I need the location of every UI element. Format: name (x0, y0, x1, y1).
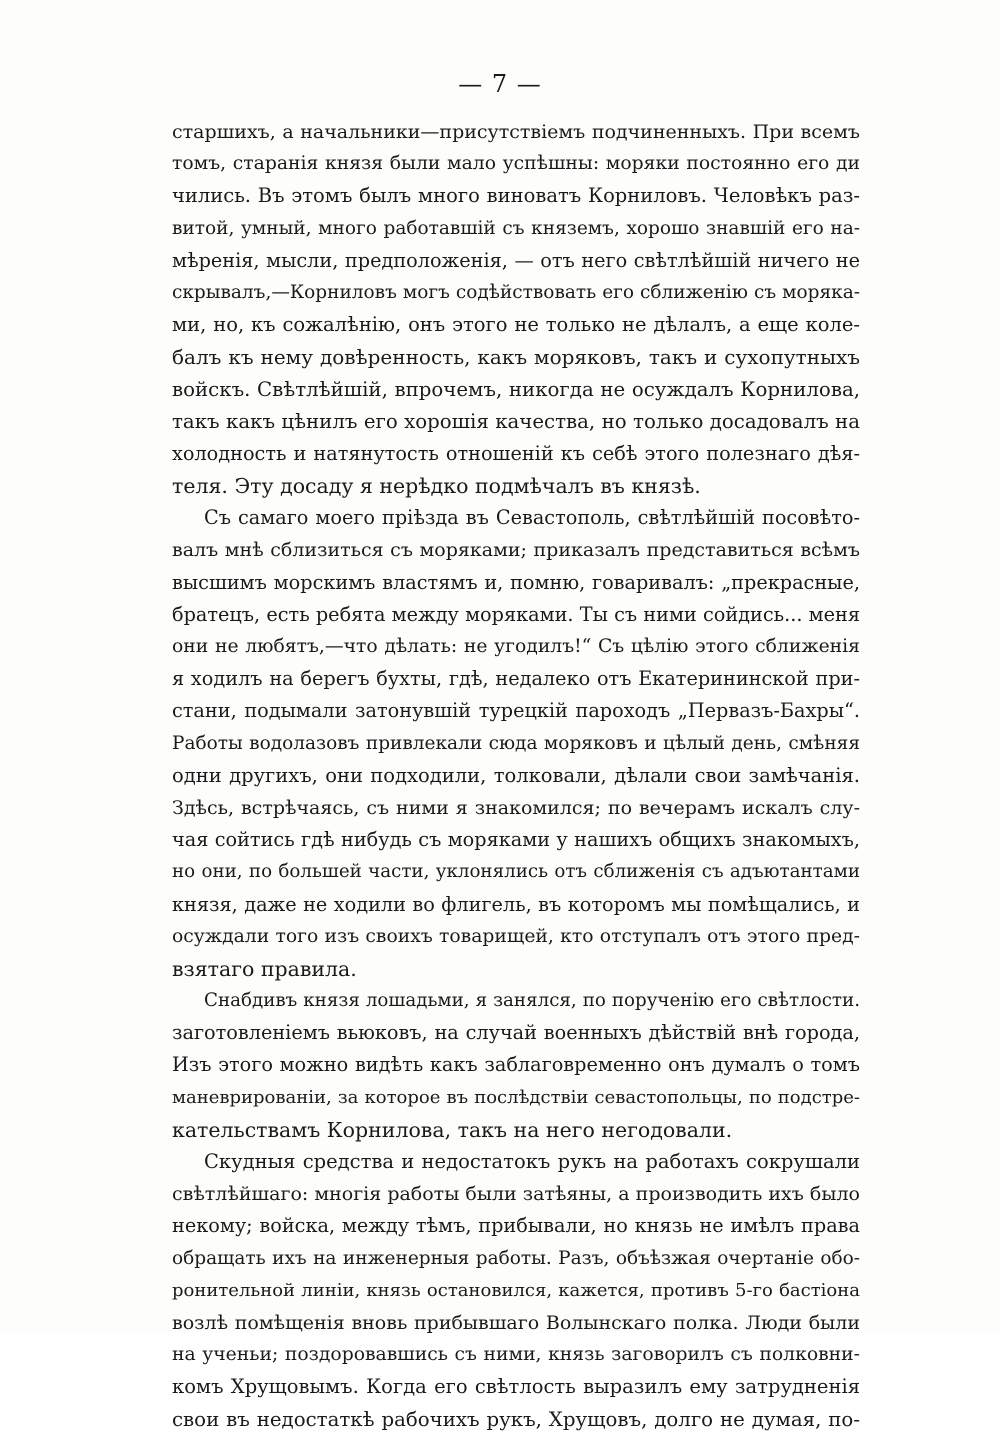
page-number: — 7 — (458, 70, 542, 98)
text-line: валъ мнѣ сблизиться съ моряками; приказалъ представиться всѣмъ (172, 539, 860, 562)
text-line: ми, но, къ сожалѣнiю, онъ этого не только не дѣлалъ, а еще коле- (172, 313, 860, 337)
text-line: свѣтлѣйшаго: многiя работы были затѣяны, а производить ихъ было (172, 1183, 860, 1206)
text-line: я ходилъ на берегъ бухты, гдѣ, недалеко отъ Екатерининской при- (172, 667, 860, 691)
text-line: Изъ этого можно видѣть какъ заблаговременно онъ думалъ о томъ (172, 1053, 860, 1077)
text-line: Работы водолазовъ привлекали сюда моряковъ и цѣлый день, смѣняя (172, 732, 860, 754)
text-line: князя, даже не ходили во флигель, въ которомъ мы помѣщались, и (172, 892, 860, 916)
text-line: осуждали того изъ своихъ товарищей, кто отступалъ отъ этого пред- (172, 925, 860, 947)
text-line: они не любятъ,—что дѣлать: не угодилъ!“ Съ цѣлiю этого сближенiя (172, 636, 860, 657)
text-line: одни другихъ, они подходили, толковали, дѣлали свои замѣчанiя. (172, 763, 860, 787)
text-line: старшихъ, а начальники—присутствiемъ подчиненныхъ. При всемъ (172, 121, 860, 143)
text-line: чая сойтись гдѣ нибудь съ моряками у нашихъ общихъ знакомыхъ, (172, 828, 860, 852)
text-line: теля. Эту досаду я нерѣдко подмѣчалъ въ князѣ. (172, 474, 701, 499)
text-line: обращать ихъ на инженерныя работы. Разъ, объѣзжая очертанiе обо- (172, 1247, 860, 1269)
text-line: возлѣ помѣщенiя вновь прибывшаго Волынскаго полка. Люди были (172, 1311, 860, 1334)
text-line: высшимъ морскимъ властямъ и, помню, говаривалъ: „прекрасные, (172, 570, 860, 594)
text-line: чились. Въ этомъ былъ много виноватъ Корниловъ. Человѣкъ раз- (172, 184, 860, 208)
text-line: Здѣсь, встрѣчаясь, съ ними я знакомился; по вечерамъ искалъ слу- (172, 796, 860, 819)
text-line: Снабдивъ князя лошадьми, я занялся, по порученiю его свѣтлости. (204, 990, 860, 1012)
text-line: некому; войска, между тѣмъ, прибывали, но князь не имѣлъ права (172, 1214, 860, 1238)
text-line: витой, умный, много работавшiй съ княземъ, хорошо знавшiй его на- (172, 217, 860, 239)
text-line: такъ какъ цѣнилъ его хорошiя качества, но только досадовалъ на (172, 409, 860, 433)
text-line: кательствамъ Корнилова, такъ на него негодовали. (172, 1117, 733, 1142)
text-line: войскъ. Свѣтлѣйшiй, впрочемъ, никогда не осуждалъ Корнилова, (172, 377, 860, 401)
text-line: Скудныя средства и недостатокъ рукъ на работахъ сокрушали (204, 1150, 860, 1173)
body-text (172, 116, 860, 1436)
text-line: заготовленiемъ вьюковъ, на случай военныхъ дѣйствiй внѣ города, (172, 1021, 860, 1045)
text-line: взятаго правила. (172, 956, 357, 981)
text-line: комъ Хрущовымъ. Когда его свѣтлость выразилъ ему затрудненiя (172, 1375, 860, 1399)
text-line: братецъ, есть ребята между моряками. Ты съ ними сойдись... меня (172, 602, 860, 626)
text-line: томъ, старанiя князя были мало успѣшны: моряки постоянно его ди (172, 153, 860, 175)
text-line: холодность и натянутость отношенiй къ себѣ этого полезнаго дѣя- (172, 441, 860, 465)
text-line: ронительной линiи, князь остановился, кажется, противъ 5-го бастiона (172, 1279, 860, 1301)
text-line: Съ самаго моего прiѣзда въ Севастополь, свѣтлѣйшiй посовѣто- (204, 506, 860, 530)
text-line: свои въ недостаткѣ рабочихъ рукъ, Хрущовъ, долго не думая, по- (172, 1407, 860, 1431)
text-line: стани, подымали затонувшiй турецкiй пароходъ „Первазъ-Бахры“. (172, 699, 860, 723)
text-line: мѣренiя, мысли, предположенiя, — отъ него свѣтлѣйшiй ничего не (172, 248, 860, 272)
text-line: скрывалъ,—Корниловъ могъ содѣйствовать его сближенiю съ моряка- (172, 281, 860, 303)
text-line: балъ къ нему довѣренность, какъ моряковъ, такъ и сухопутныхъ (172, 345, 860, 370)
text-line: на ученьи; поздоровавшись съ ними, князь заговорилъ съ полковни- (172, 1344, 860, 1366)
text-line: маневрированiи, за которое въ послѣдствiи севастопольцы, по подстре- (172, 1086, 860, 1108)
text-line: но они, по большей части, уклонялись отъ сближенiя съ адъютантами (172, 861, 860, 883)
